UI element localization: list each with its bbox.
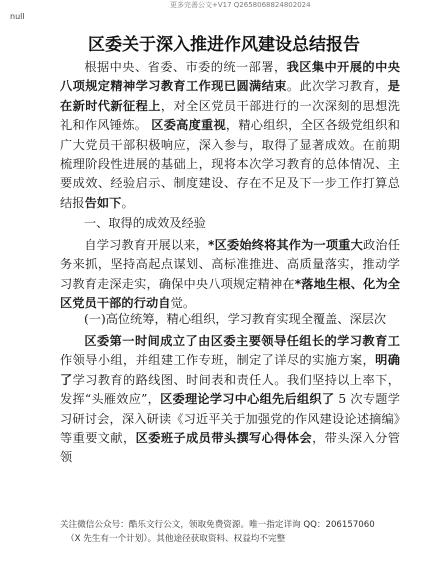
footer-note: [60, 518, 400, 546]
paragraph-3: 区委第一时间成立了由区委主要领导任组长的学习教育工作领导小组，并组建工作专班，制定了详尽的实施方案，明确了学习教育的路线图、时间表和责任人。我们坚持以上率下，发挥“头雁效应”，区委理论学习中心组先后组织了 5 次专题学习研讨会，深入研读《习近平关于加强党的作风建设论述摘编》等重要文献，区委班子成员带头撰写心得体会，带头深入分管领: [60, 334, 401, 465]
section-heading-1: 一、取得的成效及经验: [84, 216, 206, 230]
footer-line-2: （X 先生有一个计划）。其他途径获取资料、权益均不完整: [66, 534, 286, 544]
subsection-heading-1: (一)高位统筹，精心组织，学习教育实现全覆盖、深层次: [84, 312, 387, 326]
top-watermark-text: 更多完善公文+V17 Q2658068824802024: [170, 1, 311, 9]
paragraph-2: 自学习教育开展以来，*区委始终将其作为一项重大政治任务来抓，坚持高起点谋划、高标准推进、高质量落实，推动学习教育走深走实，确保中央八项规定精神在*落地生根、化为全区党员干部的行动自觉。: [60, 238, 401, 311]
document-title: 区委关于深入推进作风建设总结报告: [88, 35, 360, 55]
corner-label: null: [10, 12, 25, 21]
footer-line-1: 关注微信公众号：酷乐文行公文，领取免费资源。唯一指定详询 QQ：206157060: [60, 520, 375, 530]
intro-paragraph: 根据中央、省委、市委的统一部署，我区集中开展的中央八项规定精神学习教育工作现已圆满结束。此次学习教育，是在新时代新征程上，对全区党员干部进行的一次深刻的思想洗礼和作风锤炼。 区委高度重视，精心组织，全区各级党组织和广大党员干部积极响应，深入参与，取得了显著成效。在前期梳理阶段性进展的基础上，现将本次学习教育的总体情况、主要成效、经验启示、制度建设、存在不足及下一步工作打算总结报告如下。: [60, 60, 400, 210]
